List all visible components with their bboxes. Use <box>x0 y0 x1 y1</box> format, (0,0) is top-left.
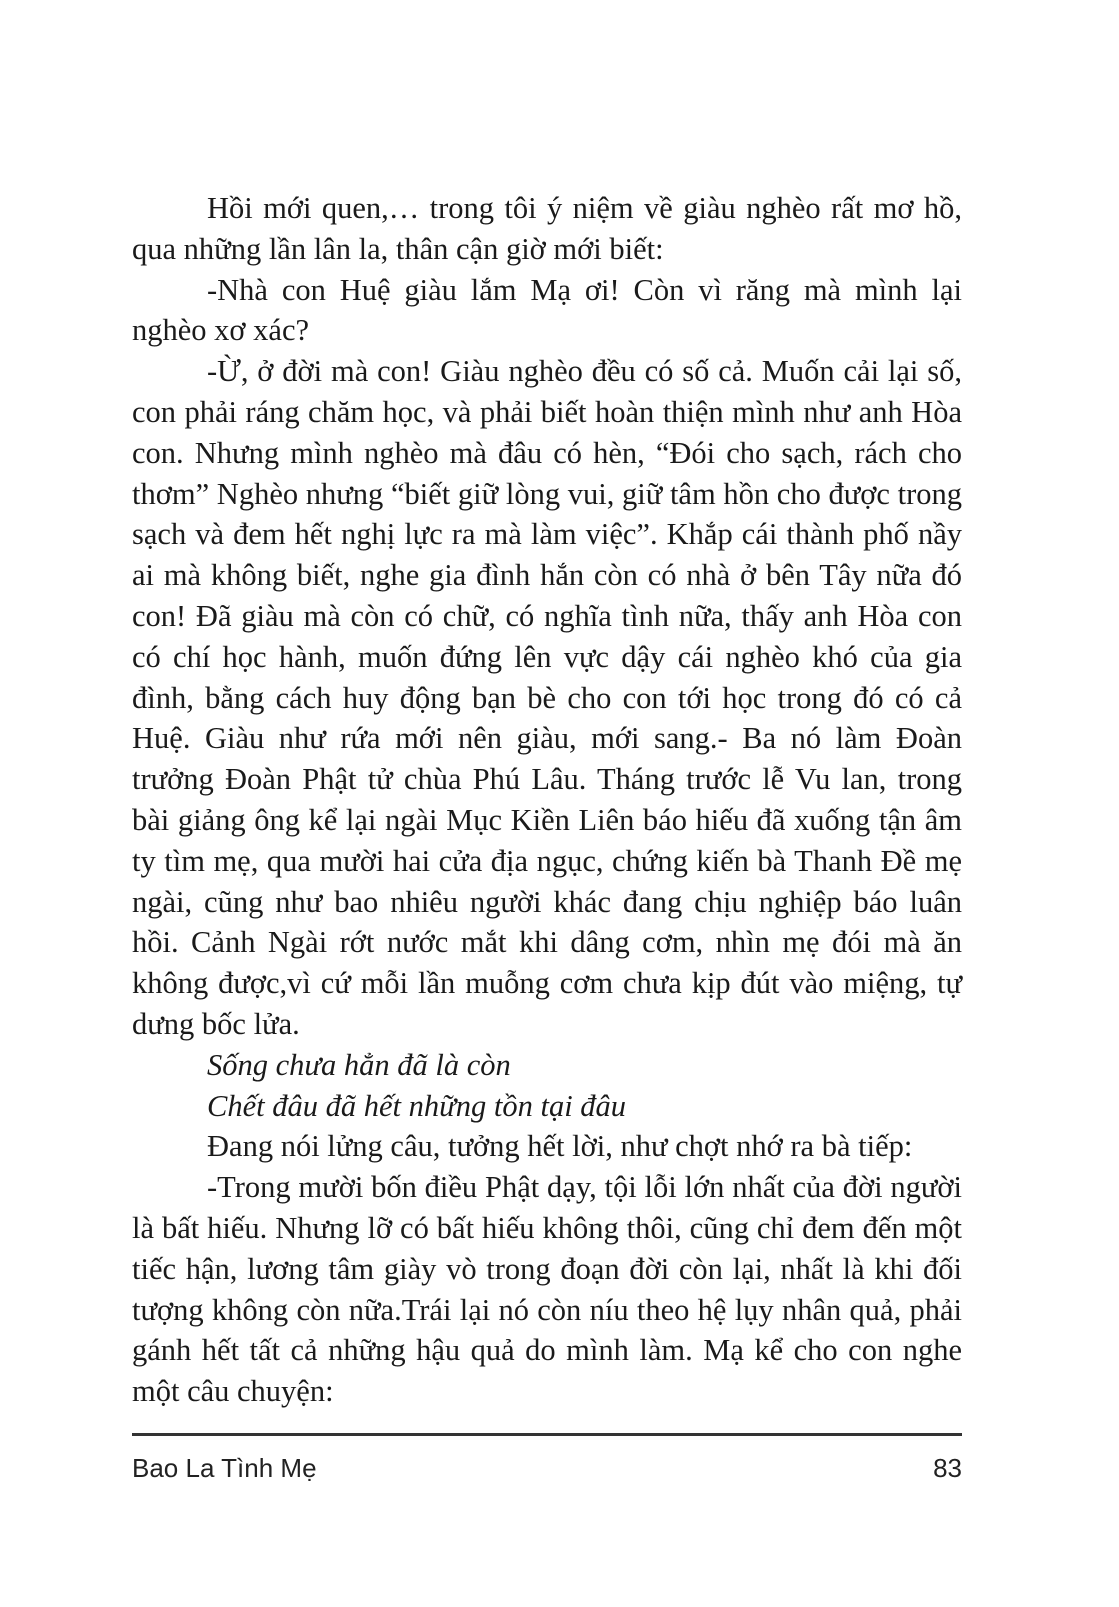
verse-line: Sống chưa hẳn đã là còn <box>207 1047 511 1082</box>
paragraph: -Ừ, ở đời mà con! Giàu nghèo đều có số cả. Muốn cải lại số, con phải ráng chăm học, và phải biết hoàn thiện mình như anh Hòa con. Nhưng mình nghèo mà đâu có hèn, “Đói cho sạch, rách cho thơm” Nghèo nhưng “biết giữ lòng vui, giữ tâm hồn cho được trong sạch và đem hết nghị lực ra mà làm việc”. Khắp cái thành phố nầy ai mà không biết, nghe gia đình hắn còn có nhà ở bên Tây nữa đó con! Đã giàu mà còn có chữ, có nghĩa tình nữa, thấy anh Hòa con có chí học hành, muốn đứng lên vực dậy cái nghèo khó của gia đình, bằng cách huy động bạn bè cho con tới học trong đó có cả Huệ. Giàu như rứa mới nên giàu, mới sang.- Ba nó làm Đoàn trưởng Đoàn Phật tử chùa Phú Lâu. Tháng trước lễ Vu lan, trong bài giảng ông kể lại ngài Mục Kiền Liên báo hiếu đã xuống tận âm ty tìm mẹ, qua mười hai cửa địa ngục, chứng kiến bà Thanh Đề mẹ ngài, cũng như bao nhiêu người khác đang chịu nghiệp báo luân hồi. Cảnh Ngài rớt nước mắt khi dâng cơm, nhìn mẹ đói mà ăn không được,vì cứ mỗi lần muỗng cơm chưa kịp đút vào miệng, tự dưng bốc lửa. <box>132 354 962 1041</box>
page-number: 83 <box>933 1453 962 1483</box>
page-footer <box>132 1452 962 1484</box>
paragraph: Đang nói lửng câu, tưởng hết lời, như chợt nhớ ra bà tiếp: <box>207 1129 913 1164</box>
paragraph: Hồi mới quen,… trong tôi ý niệm về giàu nghèo rất mơ hồ, qua những lần lân la, thân cận giờ mới biết: <box>132 191 962 266</box>
footer-divider <box>132 1433 962 1436</box>
book-title: Bao La Tình Mẹ <box>132 1453 317 1483</box>
verse-line: Chết đâu đã hết những tồn tại đâu <box>207 1088 627 1123</box>
paragraph: -Nhà con Huệ giàu lắm Mạ ơi! Còn vì răng mà mình lại nghèo xơ xác? <box>132 272 962 348</box>
page-body <box>132 188 962 1412</box>
paragraph: -Trong mười bốn điều Phật dạy, tội lỗi lớn nhất của đời người là bất hiếu. Nhưng lỡ có bất hiếu không thôi, cũng chỉ đem đến một tiếc hận, lương tâm giày vò trong đoạn đời còn lại, nhất là khi đối tượng không còn nữa.Trái lại nó còn níu theo hệ lụy nhân quả, phải gánh hết tất cả những hậu quả do mình làm. Mạ kể cho con nghe một câu chuyện: <box>132 1170 962 1409</box>
